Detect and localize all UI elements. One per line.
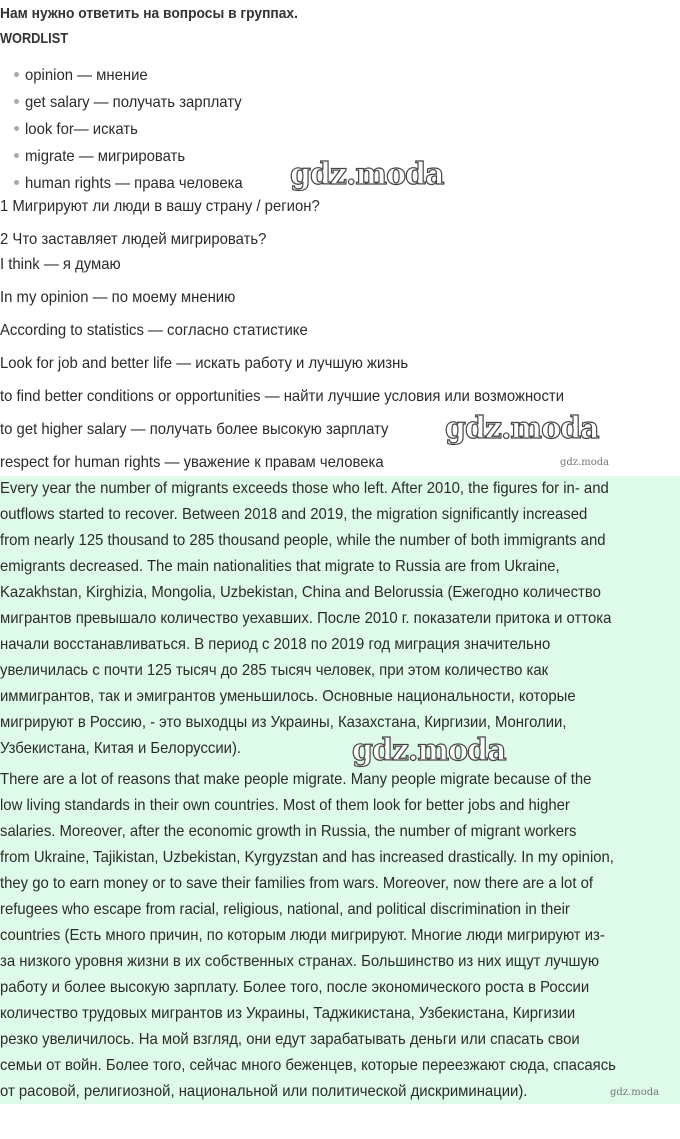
wordlist-item-text: get salary — получать зарплату bbox=[25, 94, 242, 111]
wordlist-item-text: migrate — мигрировать bbox=[25, 148, 186, 165]
wordlist-item bbox=[14, 66, 157, 86]
watermark: gdz.moda bbox=[352, 733, 506, 768]
wordlist-item-text: look for— искать bbox=[25, 121, 138, 138]
phrase: In my opinion — по моему мнению bbox=[0, 289, 236, 306]
watermark: gdz.moda bbox=[560, 457, 610, 468]
watermark: gdz.moda bbox=[445, 411, 599, 446]
answer-line: мигрируют в Россию, - это выходцы из Украины, Казахстана, Киргизии, Монголии, bbox=[0, 714, 567, 731]
watermark: gdz.moda bbox=[290, 157, 444, 192]
answer-line: Узбекистана, Китая и Белоруссии). bbox=[0, 740, 242, 757]
answer-line: работу и более высокую зарплату. Более того, после экономического роста в России bbox=[0, 979, 590, 996]
wordlist-item bbox=[14, 120, 146, 140]
answer-line: from Ukraine, Tajikistan, Uzbekistan, Kyrgyzstan and has increased drastically. In my opinion, bbox=[0, 849, 614, 866]
wordlist-item bbox=[14, 147, 197, 167]
phrase: Look for job and better life — искать работу и лучшую жизнь bbox=[0, 355, 409, 372]
answer-line: увеличилась с почти 125 тысяч до 285 тысяч человек, при этом количество как bbox=[0, 662, 549, 679]
answer-line: Every year the number of migrants exceeds those who left. After 2010, the figures for in- and bbox=[0, 480, 609, 497]
answer-line: refugees who escape from racial, religious, national, and political discrimination in their bbox=[0, 901, 570, 918]
bullet-icon bbox=[14, 180, 19, 185]
answer-line: Kazakhstan, Kirghizia, Mongolia, Uzbekistan, China and Belorussia (Ежегодно количество bbox=[0, 584, 601, 601]
bullet-icon bbox=[14, 99, 19, 104]
phrase: I think — я думаю bbox=[0, 256, 121, 273]
wordlist-item-text: opinion — мнение bbox=[25, 67, 148, 84]
watermark: gdz.moda bbox=[610, 1087, 660, 1098]
answer-line: from nearly 125 thousand to 285 thousand people, while the number of both immigrants and bbox=[0, 532, 606, 549]
wordlist-item-text: human rights — права человека bbox=[25, 175, 243, 192]
answer-line: резко увеличилось. На мой взгляд, они едут зарабатывать деньги или спасать свои bbox=[0, 1031, 580, 1048]
phrase: respect for human rights — уважение к правам человека bbox=[0, 454, 384, 471]
answer-line: начали восстанавливаться. В период с 2018 по 2019 год миграция значительно bbox=[0, 636, 551, 653]
answer-line: семьи от войн. Более того, сейчас много беженцев, которые переезжают сюда, спасаясь bbox=[0, 1057, 616, 1074]
answer-line: salaries. Moreover, after the economic growth in Russia, the number of migrant workers bbox=[0, 823, 577, 840]
wordlist-heading: WORDLIST bbox=[0, 30, 68, 47]
answer-line: за низкого уровня жизни в их собственных странах. Большинство из них ищут лучшую bbox=[0, 953, 599, 970]
phrase: According to statistics — согласно статистике bbox=[0, 322, 308, 339]
question: 1 Мигрируют ли люди в вашу страну / регион? bbox=[0, 198, 320, 215]
question: 2 Что заставляет людей мигрировать? bbox=[0, 231, 267, 248]
phrase: to get higher salary — получать более высокую зарплату bbox=[0, 421, 389, 438]
wordlist-item bbox=[14, 174, 259, 194]
answer-line: мигрантов превышало количество уехавших. После 2010 г. показатели притока и оттока bbox=[0, 610, 612, 627]
phrase: to find better conditions or opportunities — найти лучшие условия или возможности bbox=[0, 388, 565, 405]
answer-line: There are a lot of reasons that make people migrate. Many people migrate because of the bbox=[0, 771, 592, 788]
answer-line: outflows started to recover. Between 2018 and 2019, the migration significantly increased bbox=[0, 506, 588, 523]
answer-line: количество трудовых мигрантов из Украины, Таджикистана, Узбекистана, Киргизии bbox=[0, 1005, 576, 1022]
answer-line: they go to earn money or to save their families from wars. Moreover, now there are a lot of bbox=[0, 875, 593, 892]
bullet-icon bbox=[14, 153, 19, 158]
wordlist-item bbox=[14, 93, 258, 113]
bullet-icon bbox=[14, 72, 19, 77]
page-title: Нам нужно ответить на вопросы в группах. bbox=[0, 5, 298, 22]
answer-line: от расовой, религиозной, национальной или политической дискриминации). bbox=[0, 1083, 528, 1100]
answer-line: иммигрантов, так и эмигрантов уменьшилось. Основные национальности, которые bbox=[0, 688, 576, 705]
answer-line: emigrants decreased. The main nationalities that migrate to Russia are from Ukraine, bbox=[0, 558, 560, 575]
bullet-icon bbox=[14, 126, 19, 131]
answer-line: countries (Есть много причин, по которым люди мигрируют. Многие люди мигрируют из- bbox=[0, 927, 605, 944]
answer-line: low living standards in their own countries. Most of them look for better jobs and higher bbox=[0, 797, 570, 814]
